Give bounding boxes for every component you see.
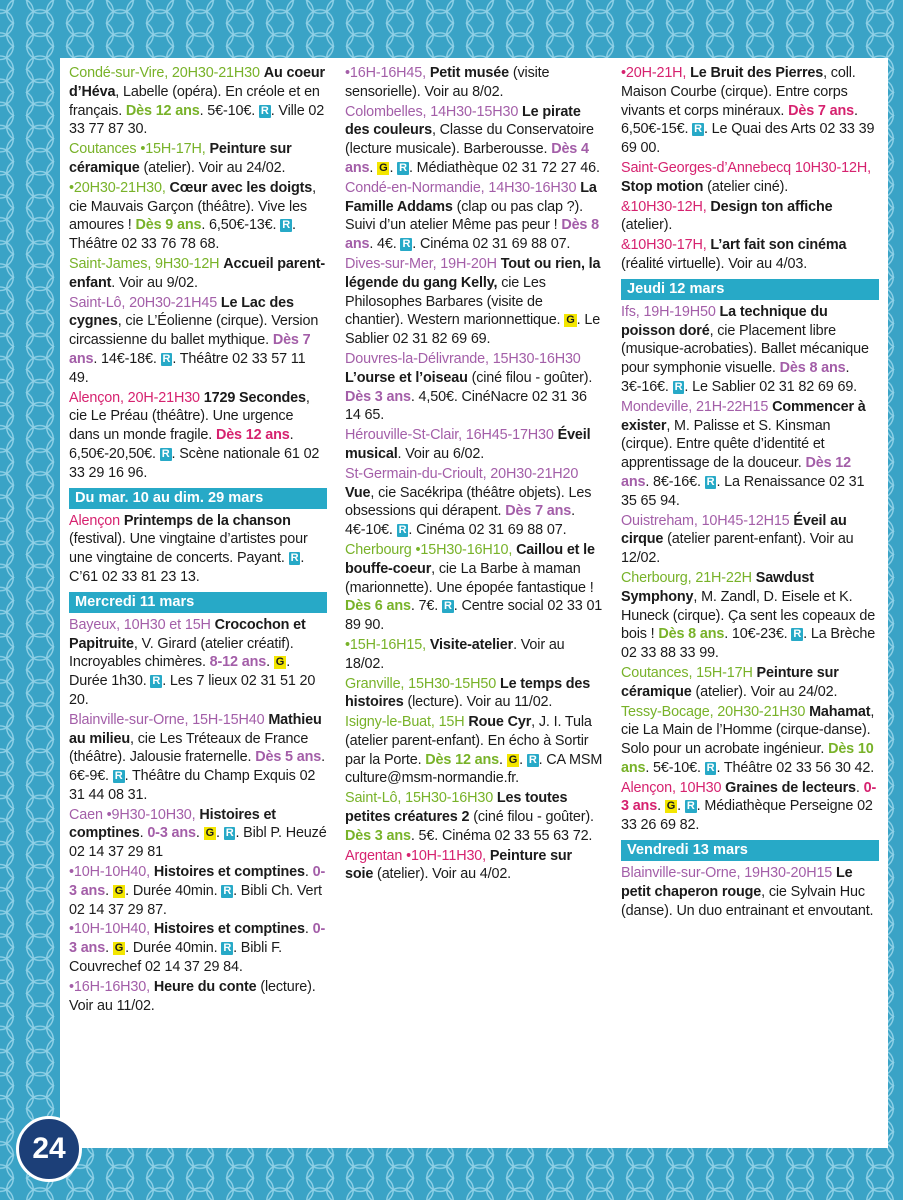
entry-location-time: St-Germain-du-Crioult, 20H30-21H20 [345,465,579,482]
entry-text: , cie Placement libre (musique-acrobaties). Ballet mécanique pour symphonie visuelle. [621,322,869,377]
entry-age: Dès 8 ans [779,360,846,377]
entry-title: Roue Cyr [468,714,532,731]
entry-age: 0-3 ans [621,779,877,815]
reservation-badge: R [290,552,299,565]
agenda-entry [621,569,879,663]
entry-age: Dès 3 ans [345,388,411,405]
entry-age: Dès 12 ans [125,102,200,119]
entry-title: Crocochon et Papitruite [69,616,306,652]
reservation-badge: R [443,600,452,613]
entry-text: . Les 7 lieux 02 31 51 20 20. [69,673,316,708]
entry-text: , Labelle (opéra). En créole et en français. [69,83,320,119]
agenda-entry [69,711,327,805]
entry-text: . [195,825,204,842]
entry-age: 0-3 ans [69,921,326,957]
entry-title: Petit musée [429,65,509,81]
entry-location-time: Cherbourg, 21H-22H [621,569,752,586]
entry-time: •15H-16H15, [345,636,430,653]
entry-title: Le pirate des couleurs [345,103,581,139]
entry-age: Dès 3 ans [345,827,411,844]
entry-text: , cie Sacékripa (théâtre objets). Les obsessions qui dérapent. [345,484,592,520]
reservation-badge: R [686,800,695,813]
entry-text: . Voir au 18/02. [345,636,565,672]
entry-location-time: Douvres-la-Délivrande, 15H30-16H30 [345,350,581,367]
reservation-badge: R [674,380,683,393]
entry-text: (atelier ciné). [703,178,789,195]
agenda-entry [69,179,327,254]
entry-age: Dès 7 ans [788,102,854,119]
agenda-entry [345,541,603,635]
entry-text: . Centre social 02 33 01 89 90. [345,598,603,634]
entry-text: . 4€. [369,236,401,253]
entry-age: Dès 8 ans [345,217,599,253]
entry-text: . Médiathèque Perseigne 02 33 26 69 82. [621,798,873,834]
entry-age: Dès 6 ans [345,598,411,615]
agenda-entry [69,616,327,710]
entry-location-time: •9H30-10H30, [106,806,200,823]
agenda-entry [69,512,327,587]
reservation-badge: R [223,884,232,897]
entry-title: Éveil au cirque [621,512,847,548]
entry-text: . 3€-16€. [621,360,850,395]
entry-title: La Famille Addams [345,179,597,215]
entry-text: . [304,864,313,881]
agenda-entry [621,703,879,778]
entry-text: . [369,159,378,176]
entry-age: Dès 12 ans [425,751,499,768]
entry-location-time: Ifs, 19H-19H50 [621,303,716,320]
reservation-badge: R [260,104,269,117]
entry-text: . Durée 40min. [125,940,222,957]
agenda-entry [345,426,603,464]
entry-text: (atelier). Voir au 24/02. [691,683,838,700]
entry-location-time: Ouistreham, 10H45-12H15 [621,512,790,529]
entry-title: Les toutes petites créatures 2 [345,790,568,826]
agenda-entry [345,675,603,713]
reservation-badge: R [398,524,407,537]
entry-age: Dès 5 ans [255,749,322,766]
entry-location-time: Alençon [69,512,120,529]
entry-text: , cie Le Préau (théâtre). Une urgence dans un monde fragile. [69,389,310,444]
agenda-entry [345,465,603,540]
entry-text: . Cinéma 02 31 69 88 07. [412,236,571,253]
entry-text: , J. I. Tula (atelier parent-enfant). En écho à Sortir par la Porte. [345,714,592,768]
agenda-entry [621,236,879,274]
reservation-badge: R [225,827,234,840]
entry-title: Mathieu au milieu [69,711,322,747]
entry-age: 0-3 ans [69,864,326,899]
entry-age: 8-12 ans [209,654,267,671]
entry-title: L’art fait son cinéma [710,237,847,254]
agenda-entry [621,864,879,920]
entry-text: . [105,882,113,899]
entry-location-time: Caen [69,806,103,823]
entry-title: Vue [345,484,371,501]
agenda-entry [621,159,879,197]
entry-text: . [304,921,313,938]
agenda-entry [345,847,603,885]
entry-text: . [105,940,113,957]
entry-location-time: Hérouville-St-Clair, 16H45-17H30 [345,427,554,444]
entry-location-time: Saint-Lô, 20H30-21H45 [69,294,218,311]
entry-text: . 14€-18€. [93,350,161,367]
entry-age: 0-3 ans [147,825,196,842]
entry-text: . Le Sablier 02 31 82 69 69. [345,312,601,348]
free-badge: G [114,884,124,897]
entry-text: . Scène nationale 61 02 33 29 16 96. [69,445,320,481]
entry-title: Peinture sur soie [345,847,573,883]
entry-title: Histoires et comptines [69,806,276,842]
reservation-badge: R [528,753,537,766]
entry-title: Éveil musical [345,427,591,462]
reservation-badge: R [161,447,170,460]
entry-text: (ciné filou - goûter). [467,369,593,386]
entry-age: Dès 9 ans [135,217,202,234]
column-3 [621,64,879,921]
entry-location-time: •16H-16H30, [69,978,154,995]
agenda-entry [621,303,879,397]
entry-text: , M. Zandl, D. Eisele et K. Huneck (cirque). Ça sent les copeaux de bois ! [621,588,876,643]
reservation-badge: R [706,475,715,488]
entry-text: . Théâtre 02 33 76 78 68. [69,217,296,253]
entry-text: . Bibl P. Heuzé 02 14 37 29 81 [69,825,327,861]
date-header: Vendredi 13 mars [621,840,879,861]
entry-text: . Ville 02 33 77 87 30. [69,102,325,138]
entry-title: L’ourse et l’oiseau [345,369,468,386]
agenda-entry [69,863,327,919]
entry-location-time: Alençon, 20H-21H30 [69,389,200,406]
entry-text: . 6,50€-15€. [621,102,858,138]
entry-location-time: Saint-Lô, 15H30-16H30 [345,790,494,807]
entry-title: Le Bruit des Pierres [690,65,824,81]
entry-text: , Classe du Conservatoire (lecture musicale). Barberousse. [345,122,594,158]
entry-text: . 6€-9€. [69,749,325,785]
entry-title: La technique du poisson doré [621,303,828,339]
entry-text: . 8€-16€. [645,473,705,490]
entry-time: •15H-17H, [140,141,210,158]
agenda-entry [345,789,603,845]
entry-text: . Le Quai des Arts 02 33 39 69 00. [621,121,875,157]
entry-location-time: Alençon, 10H30 [621,779,722,796]
entry-title: Le temps des histoires [345,675,591,711]
entry-age: Dès 4 ans [345,141,589,176]
reservation-badge: R [223,942,232,955]
agenda-entry [621,198,879,236]
entry-title: Tout ou rien, la légende du gang Kelly, [345,255,601,291]
entry-time: •15H30-16H10, [415,541,517,558]
agenda-entry [621,398,879,511]
date-header: Du mar. 10 au dim. 29 mars [69,488,327,509]
entry-location-time: Blainville-sur-Orne, 19H30-20H15 [621,865,833,882]
entry-title: Cœur avec les doigts [169,179,313,196]
free-badge: G [566,314,575,327]
entry-location-time: Tessy-Bocage, 20H30-21H30 [621,703,806,720]
entry-title: Mahamat [809,703,871,720]
entry-location-time: Saint-James, 9H30-12H [69,255,220,272]
reservation-badge: R [694,123,702,136]
agenda-entry [345,179,603,254]
entry-location-time: Saint-Georges-d’Annebecq [621,159,791,176]
entry-location-time: Colombelles, 14H30-15H30 [345,103,519,120]
agenda-entry [345,713,603,788]
entry-text: . [855,779,864,796]
reservation-badge: R [114,770,123,783]
entry-time: •20H30-21H30, [69,179,170,196]
reservation-badge: R [706,761,715,774]
agenda-entry [345,636,603,674]
entry-location-time: Granville, 15H30-15H50 [345,675,497,692]
agenda-entry [69,64,327,139]
entry-title: Printemps de la chanson [123,512,291,529]
reservation-badge: R [282,219,290,232]
entry-text: , cie L’Éolienne (cirque). Version circassienne du ballet mythique. [69,313,319,349]
entry-location-time: Dives-sur-Mer, 19H-20H [345,255,497,272]
entry-text: (atelier). Voir au 24/02. [139,159,286,176]
entry-title: Accueil parent-enfant [69,255,325,291]
free-badge: G [205,827,214,840]
entry-title: Peinture sur céramique [69,141,292,176]
reservation-badge: R [399,161,407,174]
entry-text: , cie La Main de l’Homme (cirque-danse). Solo pour un acrobate ingénieur. [621,703,875,758]
entry-text: . Durée 1h30. [69,654,291,690]
entry-text: . 4€-10€. [345,503,575,539]
entry-text: . [389,159,398,176]
entry-text: . Théâtre 02 33 57 11 49. [69,350,306,386]
reservation-badge: R [793,628,802,641]
entry-text: , cie La Barbe à maman (marionnette). Une épopée fantastique ! [345,560,594,596]
entry-title: Commencer à exister [621,398,866,434]
reservation-badge: R [152,675,161,688]
agenda-entry [69,978,327,1016]
date-header: Jeudi 12 mars [621,279,879,300]
entry-text: . 5€-10€. [645,759,705,776]
entry-title: Caillou et le bouffe-coeur [345,541,595,577]
entry-location-time: Bayeux, 10H30 et 15H [69,616,211,633]
entry-text: cie Les Philosophes Barbares (visite de chantier). Western marionnettique. [345,274,565,329]
entry-text: . [677,798,685,815]
entry-age: Dès 10 ans [621,741,874,776]
entry-text: (lecture). Voir au 11/02. [403,694,553,711]
entry-location-time: Argentan [345,847,403,864]
free-badge: G [508,753,518,766]
entry-text: , cie Sylvain Huc (danse). Un duo entrainant et envoutant. [621,883,874,919]
entry-text: , cie Les Tréteaux de France (théâtre). Jalousie fraternelle. [69,730,309,766]
entry-text: . [139,825,148,842]
entry-text: . [519,751,527,768]
agenda-entry [621,512,879,568]
entry-text: . La Renaissance 02 31 35 65 94. [621,473,865,509]
agenda-entry [345,350,603,425]
entry-title: Le Lac des cygnes [69,294,294,330]
entry-text: (lecture). Voir au 11/02. [69,978,316,1014]
entry-text: . Voir au 6/02. [397,445,485,462]
entry-title: Design ton affiche [710,198,833,215]
entry-text: . Cinéma 02 31 69 88 07. [408,522,567,539]
entry-text: . Voir au 9/02. [111,274,198,291]
entry-title: Visite-atelier [429,636,514,653]
entry-text: . Bibli Ch. Vert 02 14 37 29 87. [69,882,322,918]
entry-text: . Théâtre du Champ Exquis 02 31 44 08 31. [69,768,316,803]
entry-text: . Bibli F. Couvrechef 02 14 37 29 84. [69,940,282,976]
entry-location-time: Blainville-sur-Orne, 15H-15H40 [69,711,265,728]
reservation-badge: R [402,238,411,251]
entry-location-time: Condé-sur-Vire, 20H30-21H30 [69,65,260,81]
agenda-entry [69,294,327,388]
entry-text: . [657,798,665,815]
entry-text: . 5€-10€. [199,102,259,119]
entry-location-time: Coutances [69,141,137,158]
entry-text: (atelier parent-enfant). Voir au 12/02. [621,531,854,567]
entry-location-time: Mondeville, 21H-22H15 [621,398,769,415]
entry-text: . Théâtre 02 33 56 30 42. [716,759,875,776]
entry-age: Dès 7 ans [69,332,311,367]
entry-text: . 6,50€-13€. [201,217,281,234]
entry-time: &10H30-17H, [621,237,711,254]
entry-title: Histoires et comptines [153,864,305,881]
agenda-entry [69,806,327,862]
entry-text: . 10€-23€. [724,626,792,643]
free-badge: G [379,161,388,174]
free-badge: G [114,942,124,955]
agenda-entry [621,64,879,158]
date-header: Mercredi 11 mars [69,592,327,613]
entry-text: (réalité virtuelle). Voir au 4/03. [621,255,808,272]
entry-text: , cie Mauvais Garçon (théâtre). Vive les amoures ! [69,179,316,234]
agenda-entry [621,664,879,702]
column-1 [69,64,327,1016]
entry-location-time: •10H-10H40, [69,864,154,881]
entry-text: . 6,50€-20,50€. [69,427,294,462]
entry-title: Sawdust Symphony [621,569,814,605]
entry-text: (atelier). [621,217,673,234]
entry-text: . Durée 40min. [125,882,222,899]
entry-time: •10H-11H30, [406,847,490,864]
entry-text: (clap ou pas clap ?). Suivi d’un atelier Même pas peur ! [345,198,584,234]
agenda-entry [69,255,327,293]
entry-title: Le petit chaperon rouge [621,865,853,900]
agenda-page [60,58,888,1148]
entry-age: Dès 8 ans [658,626,725,643]
entry-text: . [215,825,224,842]
agenda-entry [345,103,603,178]
entry-location-time: •10H-10H40, [69,921,154,938]
entry-location-time: Cherbourg [345,541,412,558]
entry-text: (visite sensorielle). Voir au 8/02. [345,65,550,100]
entry-title: Heure du conte [153,978,257,995]
entry-text: . 7€. [410,598,442,615]
page-number-badge: 24 [16,1116,82,1182]
agenda-entry [69,140,327,178]
entry-time: 10H30-12H, [794,159,871,176]
entry-text: , coll. Maison Courbe (cirque). Entre corps vivants et corps minéraux. [621,65,856,119]
entry-location-time: •16H-16H45, [345,65,430,81]
entry-title: Histoires et comptines [153,921,305,938]
agenda-entry [69,389,327,483]
entry-text: . 5€. Cinéma 02 33 55 63 72. [410,827,593,844]
entry-text: . 4,50€. CinéNacre 02 31 36 14 65. [345,388,587,424]
entry-title: Stop motion [621,178,704,195]
entry-text: . C’61 02 33 81 23 13. [69,550,305,585]
entry-location-time: Isigny-le-Buat, 15H [345,714,465,731]
agenda-entry [621,779,879,835]
entry-text: (festival). Une vingtaine d’artistes pour une vingtaine de concerts. Payant. [69,531,308,567]
entry-text: . CA MSM culture@msm-normandie.fr. [345,751,603,787]
entry-title: Peinture sur céramique [621,664,839,700]
entry-text: , M. Palisse et S. Kinsman (cirque). Entre quête d’identité et apprentissage de la douceur. [621,417,831,472]
entry-text: . [499,751,507,768]
agenda-entry [345,255,603,349]
entry-text: (atelier). Voir au 4/02. [373,866,512,883]
entry-time: •20H-21H, [621,65,691,81]
entry-age: Dès 12 ans [215,427,290,444]
entry-text: (ciné filou - goûter). [469,809,594,826]
agenda-entry [69,920,327,976]
entry-title: Graines de lecteurs [725,779,856,796]
entry-text: . Médiathèque 02 31 72 27 46. [408,159,600,176]
entry-title: 1729 Secondes [203,389,306,406]
agenda-entry [345,64,603,102]
entry-text: , V. Girard (atelier créatif). Incroyables chimères. [69,635,294,671]
free-badge: G [275,656,285,669]
column-2 [345,64,603,885]
entry-age: Dès 7 ans [505,503,572,520]
reservation-badge: R [162,352,171,365]
entry-text: . La Brèche 02 33 88 33 99. [621,626,876,662]
entry-location-time: Condé-en-Normandie, 14H30-16H30 [345,179,577,196]
entry-location-time: Coutances, 15H-17H [621,664,753,681]
entry-title: Au coeur d’Héva [69,65,325,100]
entry-age: Dès 12 ans [621,455,851,490]
entry-text: . [266,654,274,671]
entry-text: . Le Sablier 02 31 82 69 69. [684,378,858,395]
free-badge: G [666,800,676,813]
entry-time: &10H30-12H, [621,198,711,215]
